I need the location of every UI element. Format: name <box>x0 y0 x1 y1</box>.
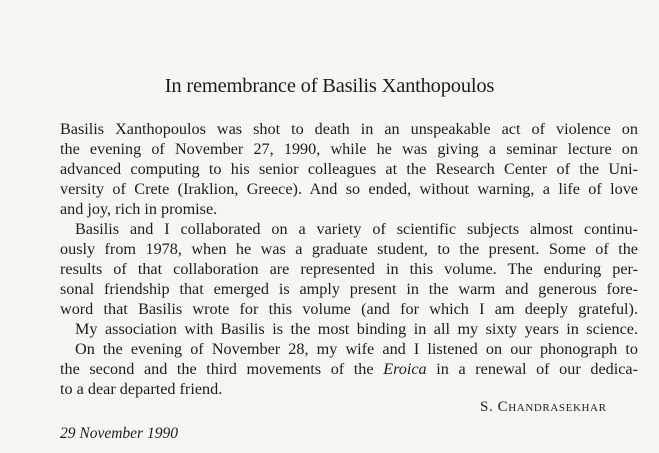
paragraph-4-line-2-end: in a renewal of our dedica- <box>426 360 638 378</box>
paragraph-1-line-1: Basilis Xanthopoulos was shot to death in an unspeakable act of violence on <box>60 120 638 138</box>
paragraph-1-line-5: and joy, rich in promise. <box>60 200 218 218</box>
paragraph-2-line-4: sonal friendship that emerged is amply present in the warm and generous fore- <box>60 280 638 298</box>
paragraph-2-line-5: word that Basilis wrote for this volume (and for which I am deeply grateful). <box>60 300 638 318</box>
paragraph-2-line-1: Basilis and I collaborated on a variety of scientific subjects almost continu- <box>75 220 638 238</box>
paragraph-4-line-2 <box>60 359 638 379</box>
paragraph-2-line-2: ously from 1978, when he was a graduate student, to the present. Some of the <box>60 240 638 258</box>
page-title: In remembrance of Basilis Xanthopoulos <box>164 75 495 97</box>
author-signature: S. Chandrasekhar <box>480 399 607 415</box>
paragraph-1-line-3: advanced computing to his senior colleagues at the Research Center of the Uni- <box>60 160 638 178</box>
paragraph-1-line-2: the evening of November 27, 1990, while he was giving a seminar lecture on <box>60 140 638 158</box>
paragraph-4-line-1: On the evening of November 28, my wife and I listened on our phonograph to <box>75 340 638 358</box>
paragraph-4-line-2-start: the second and the third movements of the <box>60 360 384 378</box>
dedication-date: 29 November 1990 <box>60 425 178 442</box>
paragraph-2-line-3: results of that collaboration are represented in this volume. The enduring per- <box>60 260 638 278</box>
eroica-title: Eroica <box>383 360 427 378</box>
paragraph-1-line-4: versity of Crete (Iraklion, Greece). And so ended, without warning, a life of love <box>60 180 638 198</box>
paragraph-4-line-3: to a dear departed friend. <box>60 380 223 398</box>
paragraph-3-line-1: My association with Basilis is the most binding in all my sixty years in science. <box>75 320 638 338</box>
